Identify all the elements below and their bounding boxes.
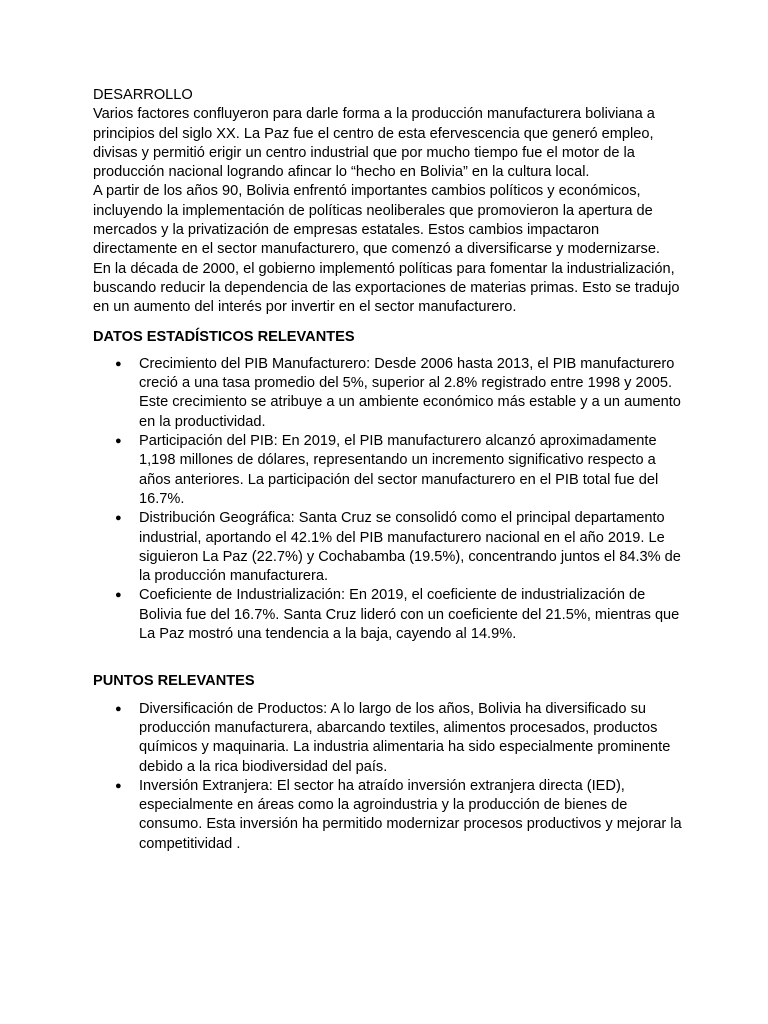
bullet-icon: ● [115,435,122,448]
document-page [93,86,683,854]
bullet-icon: ● [115,702,122,715]
list-item [93,700,683,777]
list-item [93,777,683,854]
section-title-desarrollo: DESARROLLO [93,87,193,103]
paragraph: En la década de 2000, el gobierno implementó políticas para fomentar la industrialización, buscando reducir la dependencia de las exportaciones de materias primas. Esto se tradujo en un aumento del interés por invertir en el sector manufacturero. [93,260,680,316]
list-item-text: Inversión Extranjera: El sector ha atraído inversión extranjera directa (IED), especialmente en áreas como la agroindustria y la producción de bienes de consumo. Esta inversión ha permitido modernizar procesos productivos y mejorar la competitividad . [139,777,682,852]
list-item-text: Coeficiente de Industrialización: En 2019, el coeficiente de industrialización de Bolivia fue del 16.7%. Santa Cruz lideró con un coeficiente del 21.5%, mientras que La Paz mostró una tendencia a la baja, cayendo al 14.9%. [139,587,680,643]
bullet-icon: ● [115,589,122,602]
list-item-text: Distribución Geográfica: Santa Cruz se consolidó como el principal departamento industrial, aportando el 42.1% del PIB manufacturero nacional en el año 2019. Le siguieron La Paz (22.7%) y Cochabamba (19.5%), concentrando juntos el 84.3% de la producción manufacturera. [139,510,681,585]
list-item-text: Crecimiento del PIB Manufacturero: Desde 2006 hasta 2013, el PIB manufacturero creció a una tasa promedio del 5%, superior al 2.8% registrado entre 1998 y 2005. Este crecimiento se atribuye a un ambiente económico más estable y a un aumento en la productividad. [139,355,681,430]
list-item-text: Participación del PIB: En 2019, el PIB manufacturero alcanzó aproximadamente 1,198 millones de dólares, representando un incremento significativo respecto a años anteriores. La participación del sector manufacturero en el PIB total fue del 16.7%. [139,433,659,507]
paragraph: Varios factores confluyeron para darle forma a la producción manufacturera boliviana a principios del siglo XX. La Paz fue el centro de esta efervescencia que generó empleo, divisas y permitió erigir un centro industrial que por mucho tiempo fue el motor de la producción nacional logrando afincar lo “hecho en Bolivia” en la cultura local. [93,106,655,181]
section-heading-puntos: PUNTOS RELEVANTES [93,673,255,690]
list-item [93,586,683,644]
list-item [93,355,683,432]
bullet-list-datos [93,355,683,644]
section-heading-datos: DATOS ESTADÍSTICOS RELEVANTES [93,328,355,345]
bullet-icon: ● [115,512,122,525]
list-item [93,509,683,586]
list-item [93,432,683,509]
paragraph: A partir de los años 90, Bolivia enfrentó importantes cambios políticos y económicos, incluyendo la implementación de políticas neoliberales que promovieron la apertura de mercados y la privatización de empresas estatales. Estos cambios impactaron directamente en el sector manufacturero, que comenzó a diversificarse y modernizarse. [93,183,660,258]
bullet-icon: ● [115,779,122,792]
list-item-text: Diversificación de Productos: A lo largo de los años, Bolivia ha diversificado su producción manufacturera, abarcando textiles, alimentos procesados, productos químicos y maquinaria. La industria alimentaria ha sido especialmente prominente debido a la rica biodiversidad del país. [139,700,671,775]
bullet-icon: ● [115,357,122,370]
bullet-list-puntos [93,700,683,854]
